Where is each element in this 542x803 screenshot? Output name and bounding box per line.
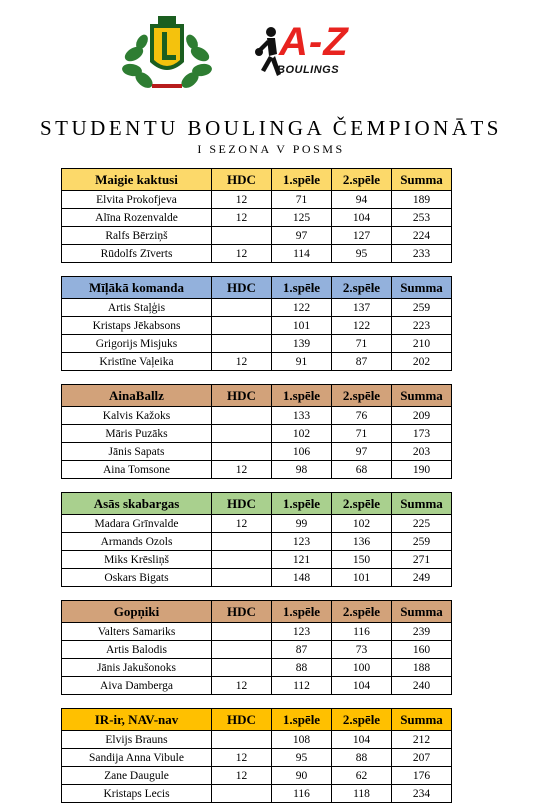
player-game1: 97 (272, 227, 332, 245)
team-name: IR-ir, NAV-nav (62, 709, 212, 731)
player-game1: 108 (272, 731, 332, 749)
header-logos (0, 8, 542, 88)
player-name: Māris Puzāks (62, 425, 212, 443)
game1-header: 1.spēle (272, 601, 332, 623)
player-game2: 88 (332, 749, 392, 767)
team-table (61, 708, 452, 803)
player-row (62, 443, 452, 461)
player-game1: 123 (272, 533, 332, 551)
player-game1: 133 (272, 407, 332, 425)
team-name: Maigie kaktusi (62, 169, 212, 191)
player-sum: 188 (392, 659, 452, 677)
player-game1: 139 (272, 335, 332, 353)
player-row (62, 353, 452, 371)
team-header-row (62, 493, 452, 515)
team-table (61, 168, 452, 263)
player-row (62, 551, 452, 569)
sum-header: Summa (392, 277, 452, 299)
player-game2: 104 (332, 209, 392, 227)
player-name: Oskars Bigats (62, 569, 212, 587)
player-hdc: 12 (212, 515, 272, 533)
player-game1: 102 (272, 425, 332, 443)
hdc-header: HDC (212, 493, 272, 515)
player-name: Artis Staļģis (62, 299, 212, 317)
player-hdc (212, 443, 272, 461)
player-name: Aiva Damberga (62, 677, 212, 695)
player-game2: 150 (332, 551, 392, 569)
player-hdc (212, 659, 272, 677)
player-sum: 207 (392, 749, 452, 767)
player-sum: 224 (392, 227, 452, 245)
player-game2: 101 (332, 569, 392, 587)
player-sum: 249 (392, 569, 452, 587)
player-game2: 118 (332, 785, 392, 803)
team-header-row (62, 709, 452, 731)
player-sum: 239 (392, 623, 452, 641)
hdc-header: HDC (212, 385, 272, 407)
player-name: Valters Samariks (62, 623, 212, 641)
game1-header: 1.spēle (272, 385, 332, 407)
player-hdc: 12 (212, 749, 272, 767)
player-row (62, 461, 452, 479)
hdc-header: HDC (212, 709, 272, 731)
team-table (61, 276, 452, 371)
player-sum: 189 (392, 191, 452, 209)
game2-header: 2.spēle (332, 601, 392, 623)
game1-header: 1.spēle (272, 169, 332, 191)
player-name: Kristaps Jēkabsons (62, 317, 212, 335)
sum-header: Summa (392, 709, 452, 731)
team-name: Gopņiki (62, 601, 212, 623)
player-game1: 125 (272, 209, 332, 227)
player-row (62, 299, 452, 317)
player-name: Artis Balodis (62, 641, 212, 659)
player-game1: 121 (272, 551, 332, 569)
team-header-row (62, 277, 452, 299)
team-name: Asās skabargas (62, 493, 212, 515)
player-game1: 123 (272, 623, 332, 641)
player-name: Elvijs Brauns (62, 731, 212, 749)
player-game2: 136 (332, 533, 392, 551)
team-name: Mīļākā komanda (62, 277, 212, 299)
player-row (62, 335, 452, 353)
player-row (62, 191, 452, 209)
team-header-row (62, 169, 452, 191)
player-game1: 91 (272, 353, 332, 371)
player-row (62, 569, 452, 587)
player-row (62, 749, 452, 767)
sum-header: Summa (392, 169, 452, 191)
player-game1: 112 (272, 677, 332, 695)
player-row (62, 659, 452, 677)
player-name: Armands Ozols (62, 533, 212, 551)
player-game2: 87 (332, 353, 392, 371)
player-name: Kristaps Lecis (62, 785, 212, 803)
player-sum: 210 (392, 335, 452, 353)
player-game2: 100 (332, 659, 392, 677)
hdc-header: HDC (212, 169, 272, 191)
player-game2: 71 (332, 335, 392, 353)
player-game1: 71 (272, 191, 332, 209)
player-hdc: 12 (212, 209, 272, 227)
team-header-row (62, 385, 452, 407)
player-sum: 233 (392, 245, 452, 263)
player-hdc (212, 299, 272, 317)
player-row (62, 317, 452, 335)
player-game2: 104 (332, 731, 392, 749)
player-hdc: 12 (212, 191, 272, 209)
player-name: Kalvis Kažoks (62, 407, 212, 425)
player-row (62, 533, 452, 551)
team-table (61, 492, 452, 587)
player-hdc: 12 (212, 461, 272, 479)
player-sum: 176 (392, 767, 452, 785)
player-name: Madara Grīnvalde (62, 515, 212, 533)
player-game1: 106 (272, 443, 332, 461)
player-sum: 209 (392, 407, 452, 425)
player-name: Rūdolfs Zīverts (62, 245, 212, 263)
player-sum: 202 (392, 353, 452, 371)
sum-header: Summa (392, 385, 452, 407)
player-sum: 223 (392, 317, 452, 335)
player-hdc (212, 407, 272, 425)
player-hdc (212, 335, 272, 353)
player-name: Jānis Jakušonoks (62, 659, 212, 677)
game1-header: 1.spēle (272, 277, 332, 299)
player-row (62, 227, 452, 245)
player-row (62, 623, 452, 641)
player-game2: 94 (332, 191, 392, 209)
player-sum: 253 (392, 209, 452, 227)
player-hdc (212, 569, 272, 587)
game2-header: 2.spēle (332, 277, 392, 299)
game1-header: 1.spēle (272, 709, 332, 731)
game1-header: 1.spēle (272, 493, 332, 515)
player-row (62, 677, 452, 695)
player-game1: 148 (272, 569, 332, 587)
player-game1: 116 (272, 785, 332, 803)
player-row (62, 767, 452, 785)
sum-header: Summa (392, 601, 452, 623)
player-game2: 73 (332, 641, 392, 659)
player-game1: 95 (272, 749, 332, 767)
player-name: Zane Daugule (62, 767, 212, 785)
team-header-row (62, 601, 452, 623)
player-hdc (212, 731, 272, 749)
player-game2: 76 (332, 407, 392, 425)
game2-header: 2.spēle (332, 709, 392, 731)
player-hdc: 12 (212, 767, 272, 785)
player-hdc (212, 317, 272, 335)
player-hdc (212, 533, 272, 551)
player-game2: 97 (332, 443, 392, 461)
player-game1: 114 (272, 245, 332, 263)
player-row (62, 407, 452, 425)
player-row (62, 245, 452, 263)
player-sum: 271 (392, 551, 452, 569)
player-game2: 122 (332, 317, 392, 335)
player-game1: 88 (272, 659, 332, 677)
player-game2: 104 (332, 677, 392, 695)
player-name: Alīna Rozenvalde (62, 209, 212, 227)
player-sum: 259 (392, 299, 452, 317)
az-boulings-logo (255, 22, 367, 82)
player-game1: 98 (272, 461, 332, 479)
hdc-header: HDC (212, 277, 272, 299)
player-sum: 225 (392, 515, 452, 533)
player-name: Aina Tomsone (62, 461, 212, 479)
player-name: Jānis Sapats (62, 443, 212, 461)
player-row (62, 209, 452, 227)
player-sum: 203 (392, 443, 452, 461)
player-game1: 101 (272, 317, 332, 335)
player-row (62, 731, 452, 749)
sum-header: Summa (392, 493, 452, 515)
hdc-header: HDC (212, 601, 272, 623)
player-game1: 87 (272, 641, 332, 659)
player-sum: 259 (392, 533, 452, 551)
page-title: STUDENTU BOULINGA ČEMPIONĀTS (39, 116, 502, 140)
player-hdc (212, 641, 272, 659)
player-game1: 99 (272, 515, 332, 533)
player-sum: 240 (392, 677, 452, 695)
player-row (62, 515, 452, 533)
university-emblem-icon (122, 14, 212, 90)
az-logo-text: A-Z (279, 20, 349, 64)
az-logo-subtext: BOULINGS (277, 64, 340, 76)
player-game2: 62 (332, 767, 392, 785)
player-game1: 90 (272, 767, 332, 785)
player-game2: 102 (332, 515, 392, 533)
player-game2: 116 (332, 623, 392, 641)
player-hdc (212, 551, 272, 569)
player-name: Kristīne Vaļeika (62, 353, 212, 371)
team-table (61, 384, 452, 479)
player-name: Sandija Anna Vibule (62, 749, 212, 767)
player-row (62, 425, 452, 443)
player-name: Miks Krēsliņš (62, 551, 212, 569)
player-hdc: 12 (212, 245, 272, 263)
player-hdc (212, 623, 272, 641)
game2-header: 2.spēle (332, 385, 392, 407)
player-name: Grigorijs Misjuks (62, 335, 212, 353)
player-hdc: 12 (212, 353, 272, 371)
player-game1: 122 (272, 299, 332, 317)
player-hdc (212, 227, 272, 245)
player-name: Ralfs Bērziņš (62, 227, 212, 245)
player-row (62, 641, 452, 659)
player-sum: 190 (392, 461, 452, 479)
player-sum: 234 (392, 785, 452, 803)
page-subtitle: I SEZONA V POSMS (197, 142, 345, 156)
player-game2: 95 (332, 245, 392, 263)
player-game2: 71 (332, 425, 392, 443)
player-sum: 212 (392, 731, 452, 749)
game2-header: 2.spēle (332, 493, 392, 515)
game2-header: 2.spēle (332, 169, 392, 191)
player-sum: 160 (392, 641, 452, 659)
player-game2: 68 (332, 461, 392, 479)
team-table (61, 600, 452, 695)
player-hdc (212, 425, 272, 443)
player-hdc: 12 (212, 677, 272, 695)
player-name: Elvita Prokofjeva (62, 191, 212, 209)
player-sum: 173 (392, 425, 452, 443)
team-name: AinaBallz (62, 385, 212, 407)
player-game2: 127 (332, 227, 392, 245)
player-game2: 137 (332, 299, 392, 317)
